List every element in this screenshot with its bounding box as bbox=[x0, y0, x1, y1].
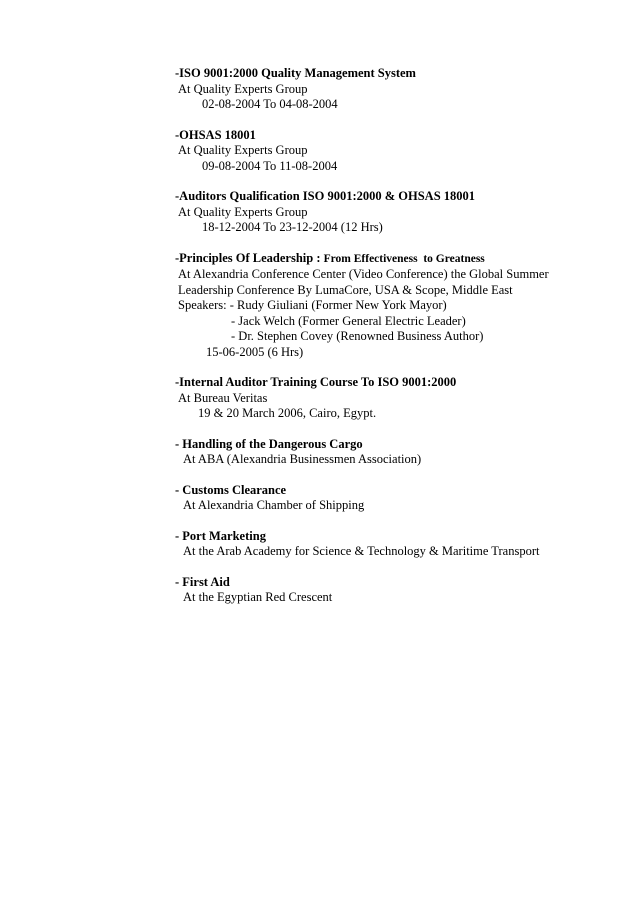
course-speaker: - Dr. Stephen Covey (Renowned Business Author) bbox=[231, 329, 484, 343]
course-provider: At Quality Experts Group bbox=[178, 143, 308, 157]
course-date: 18-12-2004 To 23-12-2004 (12 Hrs) bbox=[202, 220, 383, 234]
course-provider: At ABA (Alexandria Businessmen Association) bbox=[183, 452, 422, 466]
course-title: -OHSAS 18001 bbox=[175, 127, 256, 142]
course-entry-customs-clearance bbox=[175, 483, 615, 514]
course-title: - Handling of the Dangerous Cargo bbox=[175, 436, 363, 451]
course-title bbox=[175, 251, 615, 268]
course-date: 15-06-2005 (6 Hrs) bbox=[206, 344, 304, 359]
course-provider: At Quality Experts Group bbox=[178, 81, 308, 96]
course-entry-ohsas bbox=[175, 128, 615, 175]
course-entry-dangerous-cargo bbox=[175, 437, 615, 468]
course-provider: At the Egyptian Red Crescent bbox=[183, 590, 333, 604]
course-title: - First Aid bbox=[175, 574, 230, 589]
course-speaker: - Jack Welch (Former General Electric Leader) bbox=[231, 313, 466, 328]
course-title: -ISO 9001:2000 Quality Management System bbox=[175, 66, 416, 80]
course-provider: At Quality Experts Group bbox=[178, 204, 308, 219]
course-date: 02-08-2004 To 04-08-2004 bbox=[202, 97, 338, 111]
course-date: 09-08-2004 To 11-08-2004 bbox=[202, 158, 338, 173]
course-date: 19 & 20 March 2006, Cairo, Egypt. bbox=[198, 406, 377, 420]
course-entry-iso-9001 bbox=[175, 66, 615, 113]
course-title: -Auditors Qualification ISO 9001:2000 & OHSAS 18001 bbox=[175, 189, 476, 203]
course-entry-leadership bbox=[175, 251, 615, 361]
course-entry-port-marketing bbox=[175, 529, 615, 560]
course-provider: At Alexandria Conference Center (Video Conference) the Global Summer bbox=[178, 267, 549, 281]
course-title: - Customs Clearance bbox=[175, 482, 287, 497]
course-title-subtitle: From Effectiveness to Greatness bbox=[323, 252, 485, 265]
course-provider: At Bureau Veritas bbox=[178, 390, 268, 405]
course-entry-internal-auditor bbox=[175, 375, 615, 422]
course-entry-first-aid bbox=[175, 575, 615, 606]
course-entry-auditors-qualification bbox=[175, 189, 615, 236]
course-description: Leadership Conference By LumaCore, USA & Scope, Middle East bbox=[178, 282, 513, 297]
course-provider: At Alexandria Chamber of Shipping bbox=[183, 498, 365, 512]
training-courses-section bbox=[175, 66, 615, 621]
course-provider: At the Arab Academy for Science & Technology & Maritime Transport bbox=[183, 544, 540, 558]
course-speakers: Speakers: - Rudy Giuliani (Former New York Mayor) bbox=[178, 298, 447, 312]
course-title: - Port Marketing bbox=[175, 528, 266, 543]
course-title: -Internal Auditor Training Course To ISO 9001:2000 bbox=[175, 375, 457, 389]
course-title-main: -Principles Of Leadership : bbox=[175, 250, 324, 265]
